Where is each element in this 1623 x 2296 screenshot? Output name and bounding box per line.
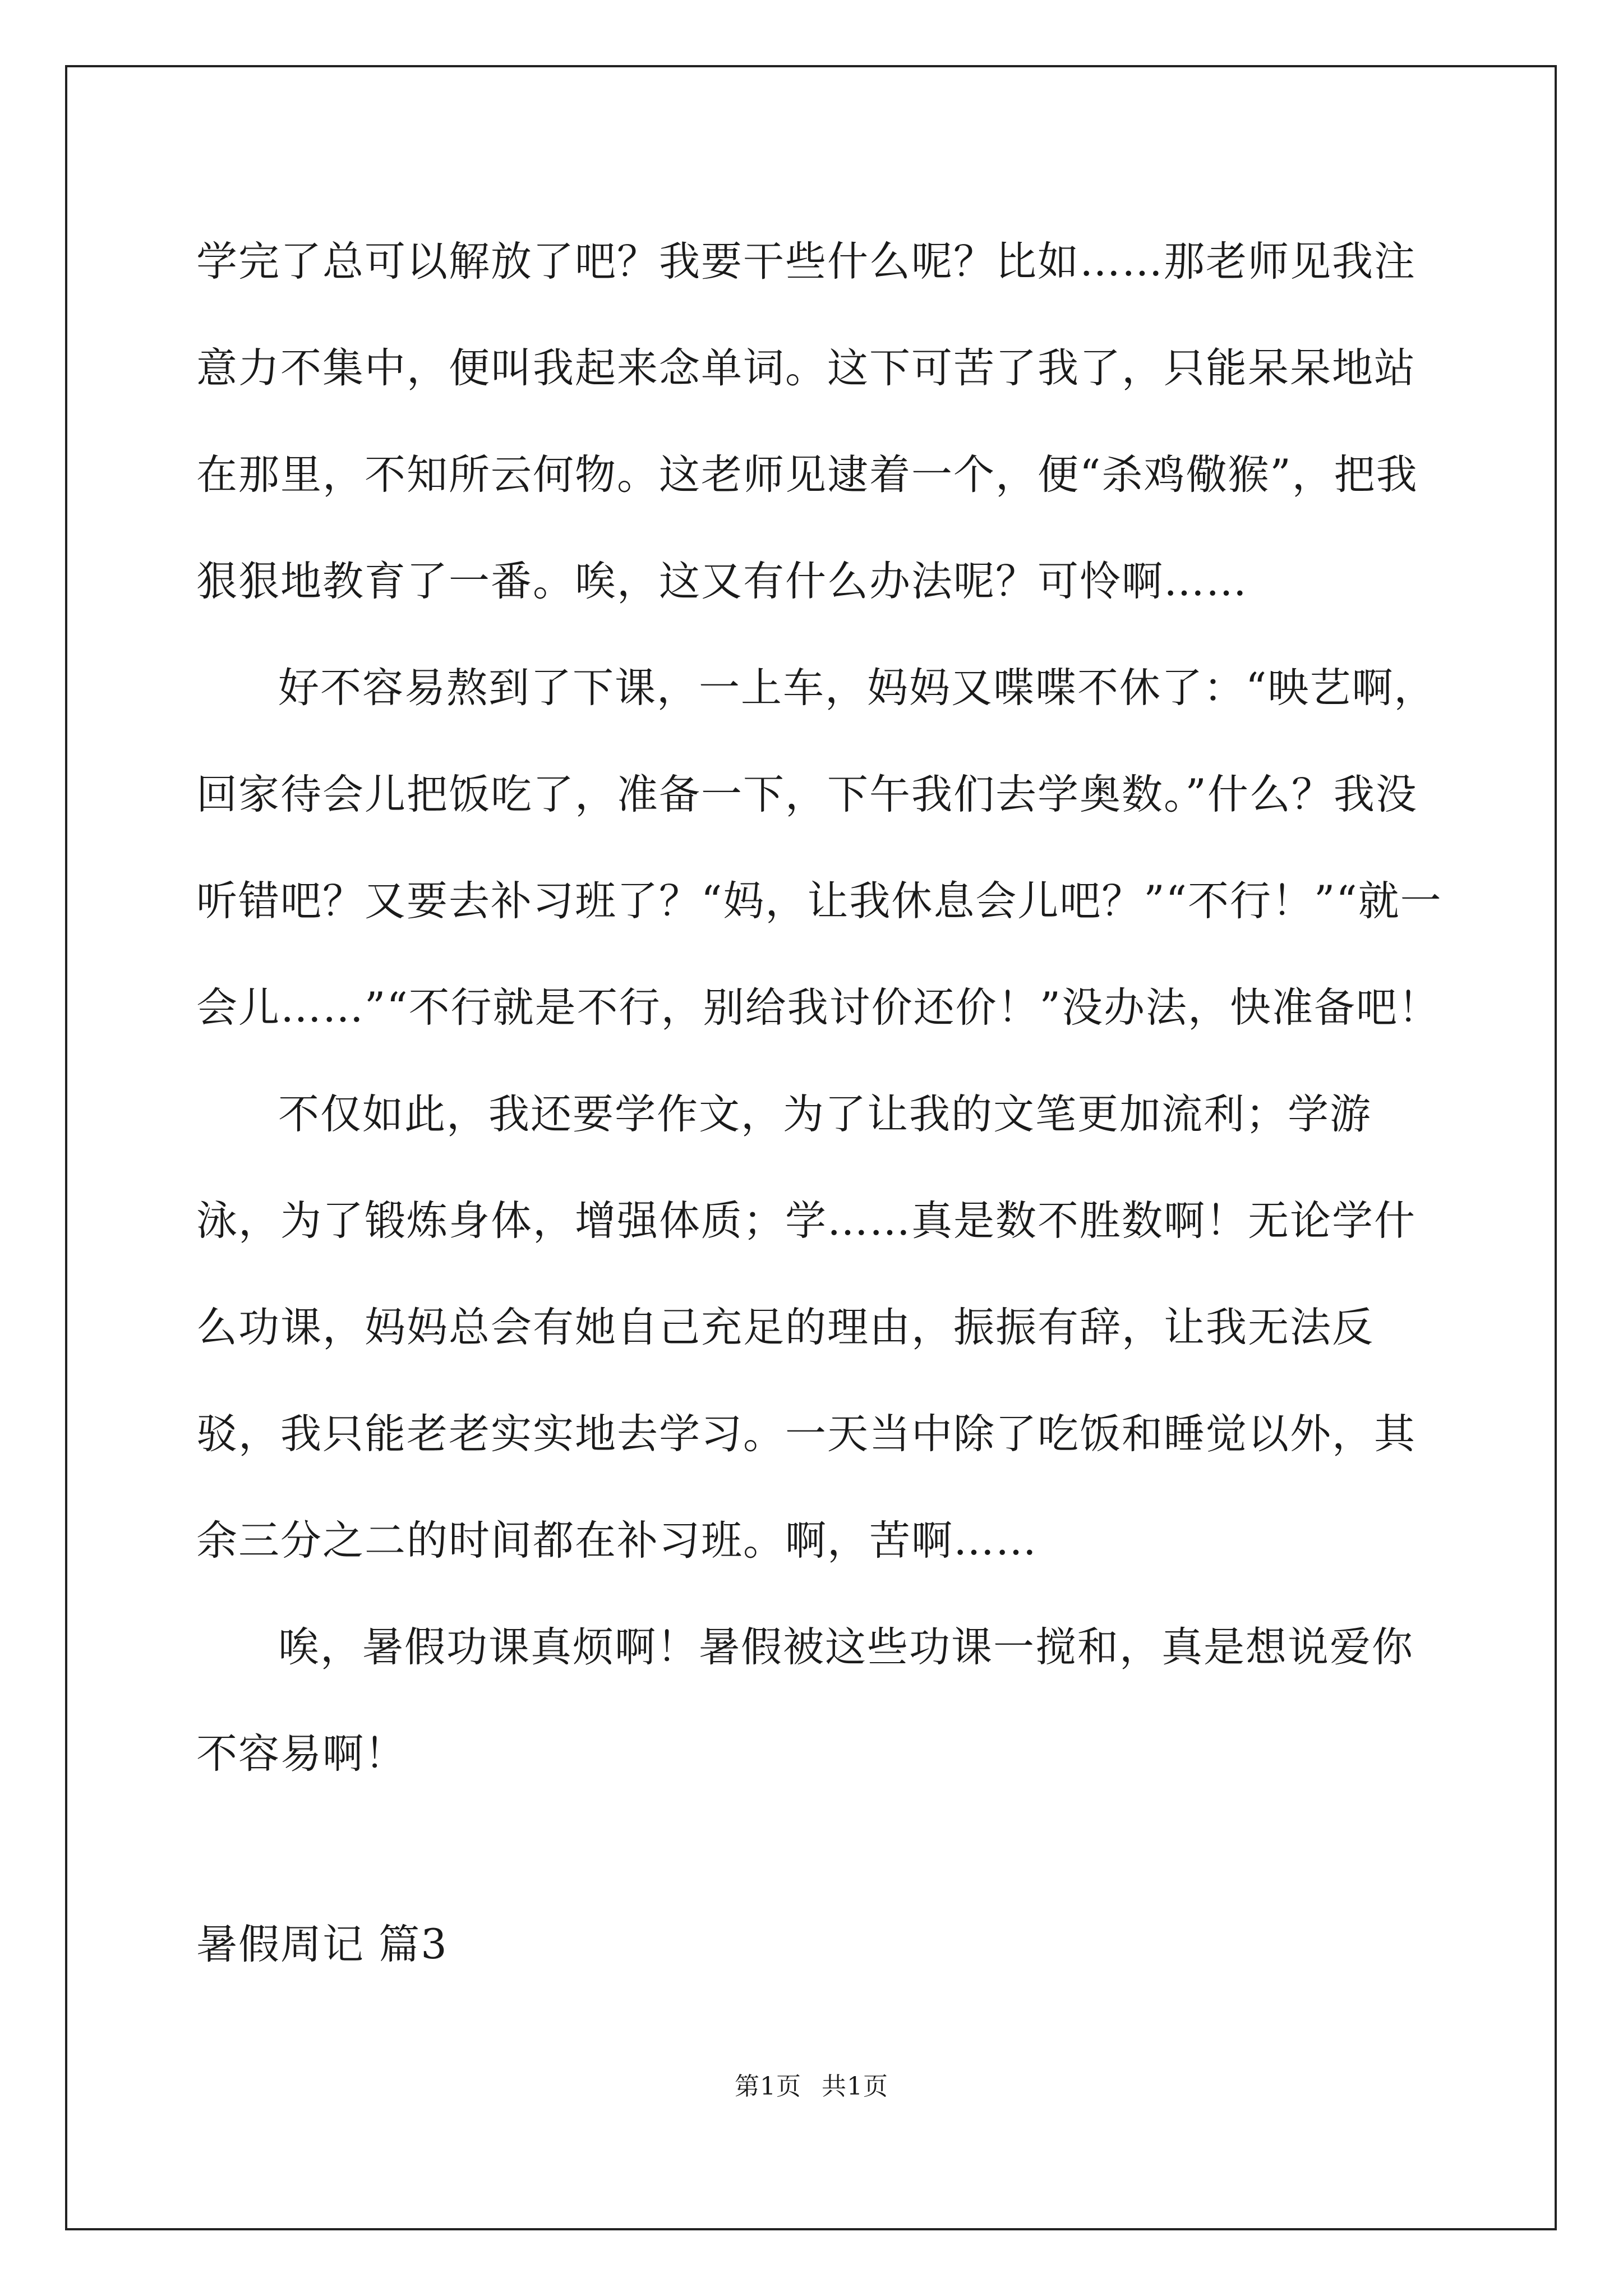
page-total: 共1页 (822, 2072, 888, 2101)
section-heading-wrap (196, 1892, 448, 1998)
paragraph-3: 不仅如此，我还要学作文，为了让我的文笔更加流利；学游泳，为了锻炼身体，增强体质；学……真是数不胜数啊！无论学什么功课，妈妈总会有她自己充足的理由，振振有辞，让我无法反驳，我只能老老实实地去学习。一天当中除了吃饭和睡觉以外，其余三分之二的时间都在补习班。啊，苦啊…… (196, 1091, 1416, 1565)
paragraph-1: 学完了总可以解放了吧？我要干些什么呢？比如……那老师见我注意力不集中，便叫我起来念单词。这下可苦了我了，只能呆呆地站在那里，不知所云何物。这老师见逮着一个，便“杀鸡儆猴”，把我狠狠地教育了一番。唉，这又有什么办法呢？可怜啊…… (196, 238, 1418, 605)
section-heading: 暑假周记 篇3 (196, 1921, 448, 1968)
page-number: 第1页 (735, 2072, 801, 2101)
document-body (196, 209, 1447, 1807)
paragraph-4: 唉，暑假功课真烦啊！暑假被这些功课一搅和，真是想说爱你不容易啊！ (196, 1623, 1414, 1778)
paragraph-2: 好不容易熬到了下课，一上车，妈妈又喋喋不休了：“映艺啊，回家待会儿把饭吃了，准备一下，下午我们去学奥数。”什么？我没听错吧？又要去补习班了？“妈，让我休息会儿吧？”“不行！”“就一会儿……”“不行就是不行，别给我讨价还价！”没办法，快准备吧！ (196, 664, 1442, 1032)
page-footer (0, 2070, 1623, 2104)
